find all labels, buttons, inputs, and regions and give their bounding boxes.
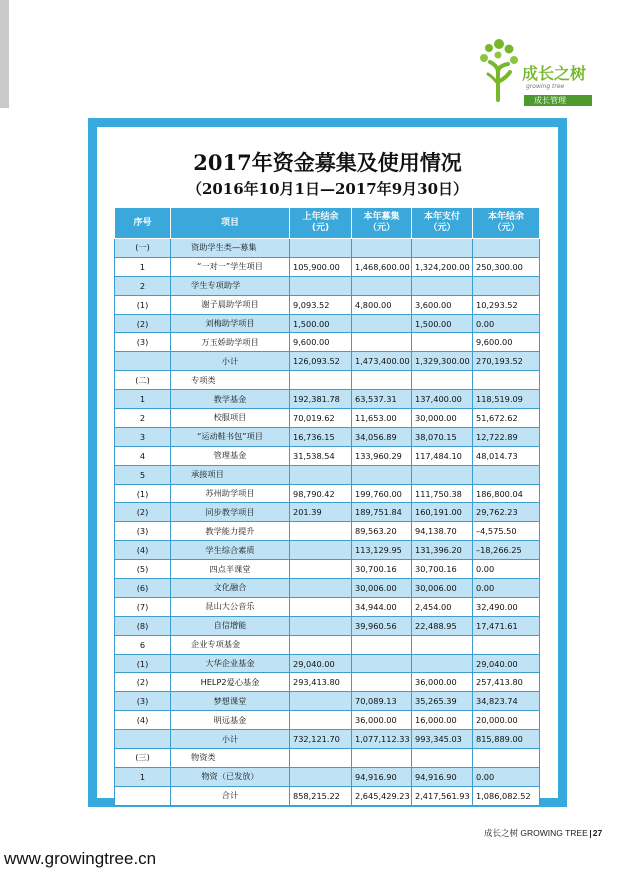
- cell-index: (3): [115, 333, 171, 352]
- table-row: [115, 541, 540, 560]
- cell-item: 文化融合: [171, 579, 290, 598]
- cell-prev-balance: 858,215.22: [290, 786, 352, 805]
- cell-item: 苏州助学项目: [171, 484, 290, 503]
- cell-prev-balance: 98,790.42: [290, 484, 352, 503]
- cell-balance: 250,300.00: [473, 257, 540, 276]
- cell-index: 1: [115, 257, 171, 276]
- cell-index: (8): [115, 616, 171, 635]
- cell-balance: 0.00: [473, 560, 540, 579]
- cell-item: HELP2爱心基金: [171, 673, 290, 692]
- cell-paid: 1,324,200.00: [412, 257, 473, 276]
- header-balance: 本年结余 （元）: [473, 208, 540, 239]
- cell-paid: 30,700.16: [412, 560, 473, 579]
- cell-prev-balance: 293,413.80: [290, 673, 352, 692]
- cell-paid: [412, 333, 473, 352]
- table-row: [115, 730, 540, 749]
- cell-raised: [352, 654, 412, 673]
- report-title: 2017年资金募集及使用情况: [193, 150, 462, 175]
- cell-index: 2: [115, 409, 171, 428]
- table-row: [115, 654, 540, 673]
- table-row: [115, 673, 540, 692]
- cell-prev-balance: 9,093.52: [290, 295, 352, 314]
- cell-paid: 137,400.00: [412, 390, 473, 409]
- cell-item: 昆山大公音乐: [171, 597, 290, 616]
- logo-chinese-name: 成长之树: [522, 64, 587, 83]
- table-row: [115, 767, 540, 786]
- cell-paid: 16,000.00: [412, 711, 473, 730]
- cell-balance: 1,086,082.52: [473, 786, 540, 805]
- cell-paid: 38,070.15: [412, 427, 473, 446]
- cell-paid: [412, 635, 473, 654]
- cell-raised: [352, 371, 412, 390]
- cell-balance: 118,519.09: [473, 390, 540, 409]
- cell-paid: [412, 276, 473, 295]
- cell-raised: 2,645,429.23: [352, 786, 412, 805]
- cell-balance: 0.00: [473, 579, 540, 598]
- cell-item: “运动鞋书包”项目: [171, 427, 290, 446]
- cell-balance: 17,471.61: [473, 616, 540, 635]
- cell-index: [115, 786, 171, 805]
- cell-prev-balance: [290, 749, 352, 768]
- cell-item: 自信增能: [171, 616, 290, 635]
- table-row: [115, 786, 540, 805]
- table-row: [115, 333, 540, 352]
- cell-prev-balance: [290, 276, 352, 295]
- cell-prev-balance: 70,019.62: [290, 409, 352, 428]
- cell-raised: [352, 673, 412, 692]
- cell-raised: 1,473,400.00: [352, 352, 412, 371]
- cell-raised: [352, 314, 412, 333]
- table-row: [115, 371, 540, 390]
- cell-paid: 111,750.38: [412, 484, 473, 503]
- cell-paid: 2,454.00: [412, 597, 473, 616]
- cell-index: [115, 352, 171, 371]
- cell-raised: 34,056.89: [352, 427, 412, 446]
- cell-balance: [473, 465, 540, 484]
- table-row: [115, 692, 540, 711]
- cell-item: 物资类: [171, 749, 290, 768]
- cell-balance: 51,672.62: [473, 409, 540, 428]
- cell-balance: 12,722.89: [473, 427, 540, 446]
- cell-raised: 30,700.16: [352, 560, 412, 579]
- cell-paid: 30,000.00: [412, 409, 473, 428]
- cell-balance: 48,014.73: [473, 446, 540, 465]
- cell-item: 谢子晨助学项目: [171, 295, 290, 314]
- tree-icon: [476, 38, 526, 108]
- cell-paid: 3,600.00: [412, 295, 473, 314]
- table-row: [115, 579, 540, 598]
- cell-prev-balance: 1,500.00: [290, 314, 352, 333]
- table-row: [115, 427, 540, 446]
- table-body: [115, 239, 540, 806]
- cell-balance: –4,575.50: [473, 522, 540, 541]
- cell-index: (一): [115, 239, 171, 258]
- cell-raised: [352, 465, 412, 484]
- cell-index: (2): [115, 314, 171, 333]
- cell-balance: [473, 749, 540, 768]
- footer-brand: 成长之树 GROWING TREE: [484, 828, 588, 838]
- cell-index: (4): [115, 541, 171, 560]
- cell-index: 1: [115, 390, 171, 409]
- cell-raised: 94,916.90: [352, 767, 412, 786]
- cell-prev-balance: 126,093.52: [290, 352, 352, 371]
- cell-index: (3): [115, 522, 171, 541]
- cell-prev-balance: [290, 711, 352, 730]
- cell-balance: 0.00: [473, 314, 540, 333]
- cell-prev-balance: [290, 597, 352, 616]
- cell-index: 4: [115, 446, 171, 465]
- table-row: [115, 560, 540, 579]
- page-edge-strip: [0, 0, 9, 108]
- cell-raised: 189,751.84: [352, 503, 412, 522]
- cell-paid: 160,191.00: [412, 503, 473, 522]
- cell-prev-balance: [290, 767, 352, 786]
- cell-paid: 1,500.00: [412, 314, 473, 333]
- cell-paid: 993,345.03: [412, 730, 473, 749]
- table-row: [115, 446, 540, 465]
- cell-item: “一对一”学生项目: [171, 257, 290, 276]
- cell-item: 学生专项助学: [171, 276, 290, 295]
- table-row: [115, 616, 540, 635]
- cell-prev-balance: 16,736.15: [290, 427, 352, 446]
- table-row: [115, 295, 540, 314]
- cell-balance: 0.00: [473, 767, 540, 786]
- cell-index: [115, 730, 171, 749]
- logo-english-name: growing tree: [526, 83, 565, 90]
- cell-balance: 9,600.00: [473, 333, 540, 352]
- cell-index: (二): [115, 371, 171, 390]
- cell-raised: 199,760.00: [352, 484, 412, 503]
- cell-item: 小计: [171, 352, 290, 371]
- table-row: [115, 314, 540, 333]
- cell-index: (三): [115, 749, 171, 768]
- table-row: [115, 352, 540, 371]
- cell-paid: 94,138.70: [412, 522, 473, 541]
- growing-tree-logo: [476, 38, 592, 108]
- cell-paid: 30,006.00: [412, 579, 473, 598]
- cell-item: 管理基金: [171, 446, 290, 465]
- cell-item: 梦想课堂: [171, 692, 290, 711]
- cell-raised: 1,077,112.33: [352, 730, 412, 749]
- cell-paid: 2,417,561.93: [412, 786, 473, 805]
- cell-item: 承接项目: [171, 465, 290, 484]
- cell-item: 小计: [171, 730, 290, 749]
- cell-index: 6: [115, 635, 171, 654]
- cell-raised: 89,563.20: [352, 522, 412, 541]
- cell-balance: 815,889.00: [473, 730, 540, 749]
- table-row: [115, 484, 540, 503]
- table-row: [115, 522, 540, 541]
- header-raised: 本年募集 （元）: [352, 208, 412, 239]
- cell-paid: [412, 654, 473, 673]
- cell-paid: [412, 465, 473, 484]
- cell-item: 教学基金: [171, 390, 290, 409]
- cell-paid: 131,396.20: [412, 541, 473, 560]
- table-header-row: [115, 208, 540, 239]
- table-row: [115, 276, 540, 295]
- table-row: [115, 239, 540, 258]
- cell-raised: 63,537.31: [352, 390, 412, 409]
- cell-paid: 36,000.00: [412, 673, 473, 692]
- cell-raised: 1,468,600.00: [352, 257, 412, 276]
- cell-paid: 1,329,300.00: [412, 352, 473, 371]
- cell-raised: [352, 333, 412, 352]
- cell-item: 教学能力提升: [171, 522, 290, 541]
- cell-index: (2): [115, 503, 171, 522]
- cell-item: 刘梅助学项目: [171, 314, 290, 333]
- cell-raised: 36,000.00: [352, 711, 412, 730]
- cell-balance: 29,762.23: [473, 503, 540, 522]
- cell-prev-balance: [290, 465, 352, 484]
- table-row: [115, 409, 540, 428]
- cell-index: 1: [115, 767, 171, 786]
- cell-prev-balance: [290, 579, 352, 598]
- cell-raised: 70,089.13: [352, 692, 412, 711]
- cell-prev-balance: 192,381.78: [290, 390, 352, 409]
- cell-balance: 10,293.52: [473, 295, 540, 314]
- cell-raised: 34,944.00: [352, 597, 412, 616]
- cell-item: 同步教学项目: [171, 503, 290, 522]
- footer-divider: [590, 830, 591, 838]
- cell-balance: –18,266.25: [473, 541, 540, 560]
- cell-raised: 11,653.00: [352, 409, 412, 428]
- table-row: [115, 711, 540, 730]
- table-row: [115, 635, 540, 654]
- cell-item: 物资（已发放）: [171, 767, 290, 786]
- cell-item: 四点半课堂: [171, 560, 290, 579]
- cell-item: 专项类: [171, 371, 290, 390]
- cell-item: 大华企业基金: [171, 654, 290, 673]
- cell-prev-balance: 29,040.00: [290, 654, 352, 673]
- cell-raised: 133,960.29: [352, 446, 412, 465]
- cell-prev-balance: 732,121.70: [290, 730, 352, 749]
- running-footer: [484, 827, 602, 839]
- table-row: [115, 503, 540, 522]
- cell-paid: 35,265.39: [412, 692, 473, 711]
- cell-paid: 94,916.90: [412, 767, 473, 786]
- cell-prev-balance: [290, 522, 352, 541]
- cell-item: 学生综合素质: [171, 541, 290, 560]
- report-frame: [88, 118, 567, 807]
- cell-balance: [473, 276, 540, 295]
- cell-prev-balance: 201.39: [290, 503, 352, 522]
- table-row: [115, 465, 540, 484]
- cell-index: 3: [115, 427, 171, 446]
- table-row: [115, 257, 540, 276]
- cell-raised: 113,129.95: [352, 541, 412, 560]
- report-subtitle: （2016年10月1日—2017年9月30日）: [186, 180, 469, 198]
- cell-prev-balance: [290, 635, 352, 654]
- header-paid: 本年支付 （元）: [412, 208, 473, 239]
- website-url: www.growingtree.cn: [4, 849, 157, 868]
- cell-raised: 30,006.00: [352, 579, 412, 598]
- cell-prev-balance: 31,538.54: [290, 446, 352, 465]
- cell-paid: 22,488.95: [412, 616, 473, 635]
- cell-index: (7): [115, 597, 171, 616]
- cell-prev-balance: 9,600.00: [290, 333, 352, 352]
- cell-index: (5): [115, 560, 171, 579]
- funds-table: [114, 207, 540, 806]
- cell-index: 5: [115, 465, 171, 484]
- cell-balance: 34,823.74: [473, 692, 540, 711]
- cell-index: (1): [115, 295, 171, 314]
- cell-raised: [352, 749, 412, 768]
- cell-prev-balance: [290, 692, 352, 711]
- cell-balance: [473, 371, 540, 390]
- cell-item: 企业专项基金: [171, 635, 290, 654]
- cell-paid: [412, 239, 473, 258]
- cell-paid: 117,484.10: [412, 446, 473, 465]
- cell-index: (4): [115, 711, 171, 730]
- table-row: [115, 749, 540, 768]
- cell-item: 合计: [171, 786, 290, 805]
- cell-raised: [352, 276, 412, 295]
- cell-balance: 29,040.00: [473, 654, 540, 673]
- header-index: 序号: [115, 208, 171, 239]
- cell-prev-balance: [290, 560, 352, 579]
- header-item: 项目: [171, 208, 290, 239]
- cell-index: (1): [115, 654, 171, 673]
- cell-prev-balance: [290, 239, 352, 258]
- cell-paid: [412, 749, 473, 768]
- cell-balance: 186,800.04: [473, 484, 540, 503]
- cell-prev-balance: [290, 371, 352, 390]
- table-row: [115, 390, 540, 409]
- cell-balance: 257,413.80: [473, 673, 540, 692]
- header-prev-balance: 上年结余 (元): [290, 208, 352, 239]
- cell-raised: [352, 239, 412, 258]
- cell-balance: [473, 635, 540, 654]
- cell-paid: [412, 371, 473, 390]
- cell-item: 万玉娇助学项目: [171, 333, 290, 352]
- cell-index: (3): [115, 692, 171, 711]
- cell-raised: 4,800.00: [352, 295, 412, 314]
- table-row: [115, 597, 540, 616]
- cell-balance: 20,000.00: [473, 711, 540, 730]
- cell-balance: 270,193.52: [473, 352, 540, 371]
- cell-item: 明远基金: [171, 711, 290, 730]
- cell-index: (2): [115, 673, 171, 692]
- cell-raised: [352, 635, 412, 654]
- cell-prev-balance: [290, 541, 352, 560]
- cell-index: 2: [115, 276, 171, 295]
- cell-index: (1): [115, 484, 171, 503]
- cell-item: 资助学生类—募集: [171, 239, 290, 258]
- cell-prev-balance: 105,900.00: [290, 257, 352, 276]
- cell-balance: 32,490.00: [473, 597, 540, 616]
- cell-index: (6): [115, 579, 171, 598]
- section-label: 成长管理: [524, 95, 592, 106]
- page-number: 27: [592, 828, 603, 838]
- cell-prev-balance: [290, 616, 352, 635]
- cell-balance: [473, 239, 540, 258]
- cell-raised: 39,960.56: [352, 616, 412, 635]
- cell-item: 校服项目: [171, 409, 290, 428]
